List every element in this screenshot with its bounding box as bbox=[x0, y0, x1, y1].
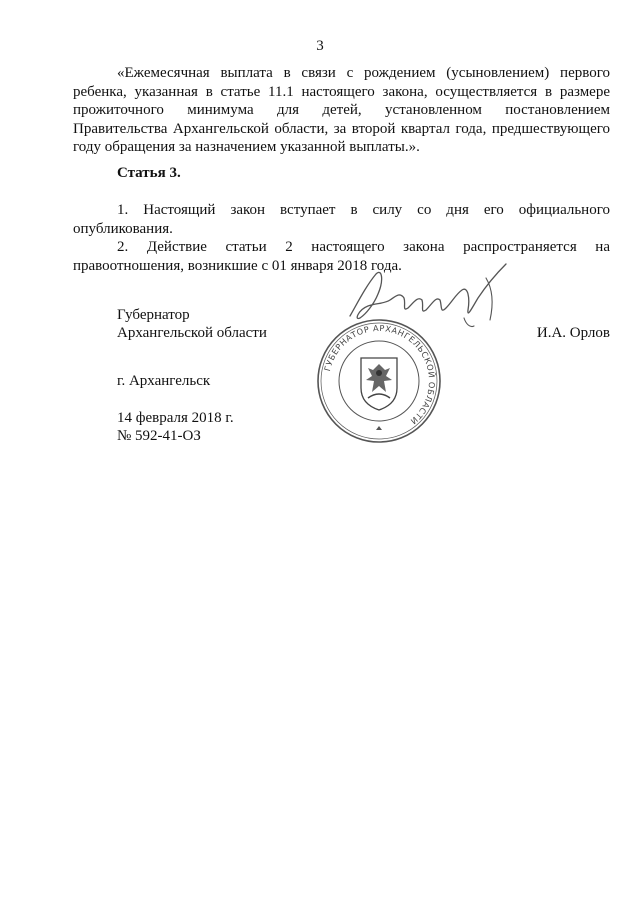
governor-name: И.А. Орлов bbox=[536, 325, 610, 341]
governor-title-line-1: Губернатор bbox=[117, 307, 190, 323]
article-heading: Статья 3. bbox=[117, 165, 181, 181]
amendment-paragraph: «Ежемесячная выплата в связи с рождением (усыновлением) первого ребенка, указанная в статье 11.1 настоящего закона, осуществляется в размере прожиточного минимума для детей, установленном постановлением Правительства Архангельской области, за второй квартал года, предшествующего году обращения за назначением указанной выплаты.». bbox=[73, 65, 610, 155]
signing-date: 14 февраля 2018 г. bbox=[117, 410, 234, 426]
page-number: 3 bbox=[316, 38, 324, 54]
article-item-2: 2. Действие статьи 2 настоящего закона распространяется на правоотношения, возникшие с 01 января 2018 года. bbox=[73, 239, 610, 274]
law-number: № 592-41-ОЗ bbox=[117, 428, 201, 444]
signature-icon bbox=[336, 258, 526, 344]
seal-text: ГУБЕРНАТОР АРХАНГЕЛЬСКОЙ ОБЛАСТИ bbox=[322, 322, 438, 427]
article-item-1: 1. Настоящий закон вступает в силу со дня его официального опубликования. bbox=[73, 202, 610, 237]
governor-title-line-2: Архангельской области bbox=[117, 325, 267, 341]
city: г. Архангельск bbox=[117, 373, 211, 389]
